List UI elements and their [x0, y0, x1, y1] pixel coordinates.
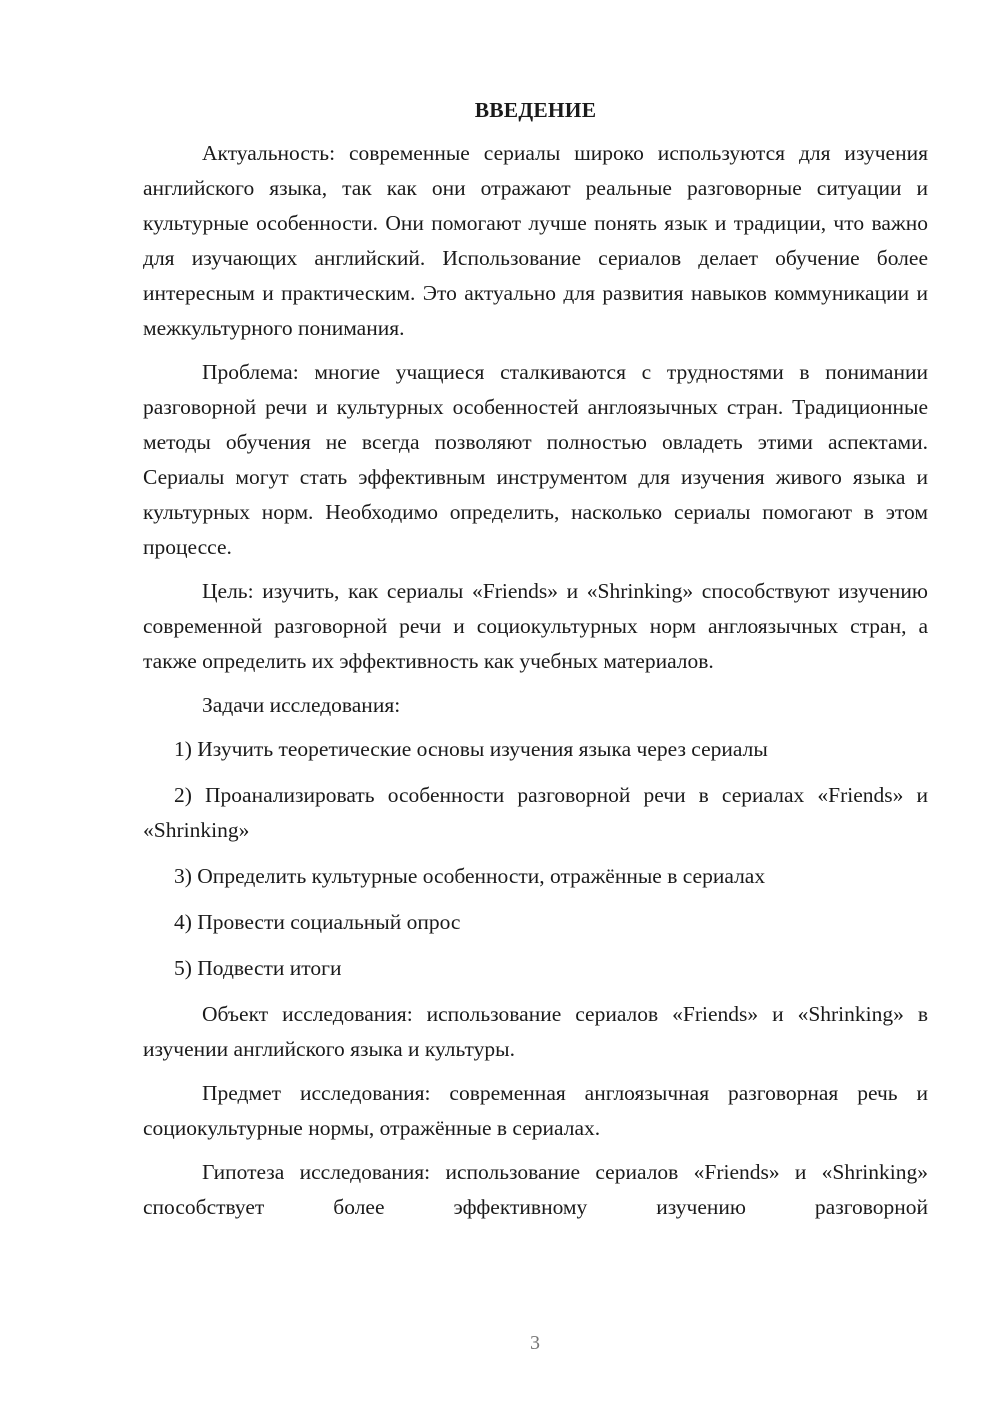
paragraph-subject: Предмет исследования: современная англоязычная разговорная речь и социокультурные нормы, отражённые в сериалах. — [143, 1081, 928, 1140]
document-page — [143, 93, 928, 1234]
paragraph-relevance: Актуальность: современные сериалы широко используются для изучения английского языка, так как они отражают реальные разговорные ситуации и культурные особенности. Они помогают лучше понять язык и традиции, что важно для изучающих английский. Использование сериалов делает обучение более интересным и практическим. Это актуально для развития навыков коммуникации и межкультурного понимания. — [143, 141, 928, 340]
section-heading: ВВЕДЕНИЕ — [474, 98, 597, 122]
task-item-4: 4) Провести социальный опрос — [174, 910, 461, 934]
task-item-1: 1) Изучить теоретические основы изучения языка через сериалы — [174, 737, 768, 761]
page-number: 3 — [530, 1332, 540, 1354]
paragraph-hypothesis: Гипотеза исследования: использование сериалов «Friends» и «Shrinking» способствует более эффективному изучению разговорной — [143, 1160, 928, 1219]
paragraph-goal: Цель: изучить, как сериалы «Friends» и «Shrinking» способствуют изучению современной разговорной речи и социокультурных норм англоязычных стран, а также определить их эффективность как учебных материалов. — [143, 579, 928, 673]
task-item-3: 3) Определить культурные особенности, отражённые в сериалах — [174, 864, 766, 888]
paragraph-problem: Проблема: многие учащиеся сталкиваются с трудностями в понимании разговорной речи и культурных особенностей англоязычных стран. Традиционные методы обучения не всегда позволяют полностью овладеть этими аспектами. Сериалы могут стать эффективным инструментом для изучения живого языка и культурных норм. Необходимо определить, насколько сериалы помогают в этом процессе. — [143, 360, 928, 559]
task-item-5: 5) Подвести итоги — [174, 956, 342, 980]
task-item-2: 2) Проанализировать особенности разговорной речи в сериалах «Friends» и «Shrinking» — [143, 783, 928, 842]
paragraph-tasks-intro: Задачи исследования: — [202, 693, 401, 717]
paragraph-object: Объект исследования: использование сериалов «Friends» и «Shrinking» в изучении английского языка и культуры. — [143, 1002, 928, 1061]
